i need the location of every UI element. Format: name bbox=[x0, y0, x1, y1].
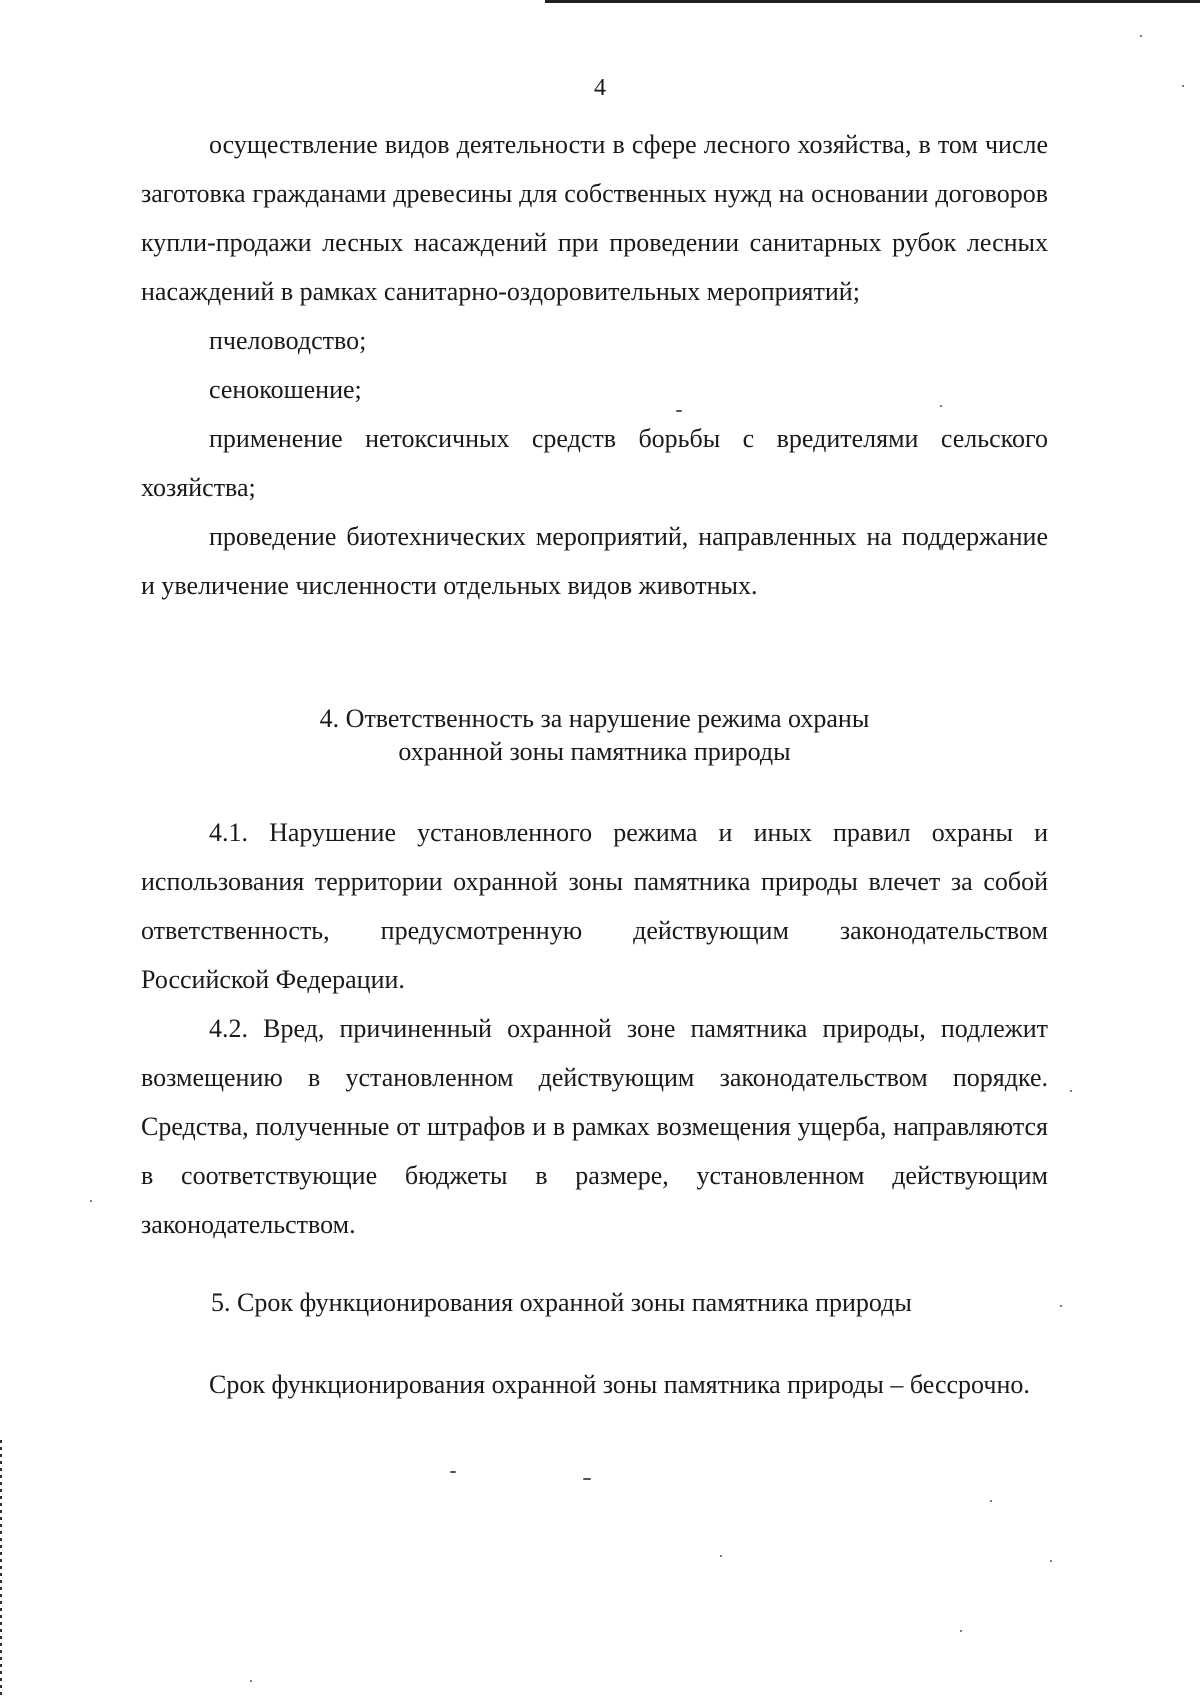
list-item: осуществление видов деятельности в сфере лесного хозяйства, в том числе заготовка гражданами древесины для собственных нужд на основании договоров купли-продажи лесных насаждений при проведении санитарных рубок лесных насаждений в рамках санитарно-оздоровительных мероприятий; bbox=[141, 130, 1048, 306]
scan-speck bbox=[90, 1200, 92, 1202]
scan-speck bbox=[990, 1500, 992, 1502]
list-item: сенокошение; bbox=[209, 375, 362, 404]
list-item: проведение биотехнических мероприятий, направленных на поддержание и увеличение численности отдельных видов животных. bbox=[141, 522, 1048, 600]
list-item: пчеловодство; bbox=[209, 326, 367, 355]
section-4-body bbox=[141, 808, 1048, 1249]
scan-speck bbox=[1060, 1305, 1062, 1307]
scan-speck bbox=[960, 1630, 962, 1632]
page-number: 4 bbox=[594, 75, 606, 101]
section-3-list bbox=[141, 120, 1048, 610]
paragraph: 4.1. Нарушение установленного режима и иных правил охраны и использования территории охранной зоны памятника природы влечет за собой ответственность, предусмотренную действующим законодательством Российской Федерации. bbox=[141, 818, 1048, 994]
scan-speck bbox=[1070, 1090, 1072, 1092]
scan-speck bbox=[583, 1478, 591, 1480]
paragraph: 4.2. Вред, причиненный охранной зоне памятника природы, подлежит возмещению в установленном действующим законодательством порядке. Средства, полученные от штрафов и в рамках возмещения ущерба, направляются в соответствующие бюджеты в размере, установленном действующим законодательством. bbox=[141, 1014, 1048, 1239]
scan-speck bbox=[250, 1680, 252, 1682]
paragraph: Срок функционирования охранной зоны памятника природы – бессрочно. bbox=[209, 1370, 1030, 1399]
section-heading: охранной зоны памятника природы bbox=[398, 737, 791, 766]
section-4-heading bbox=[141, 702, 1048, 768]
top-border-line bbox=[545, 0, 1200, 3]
scan-speck bbox=[720, 1555, 722, 1557]
scan-edge-marks bbox=[0, 1440, 2, 1697]
scan-speck bbox=[1140, 35, 1142, 37]
scan-speck bbox=[1050, 1560, 1052, 1562]
scan-speck bbox=[450, 1471, 456, 1473]
section-heading: 4. Ответственность за нарушение режима охраны bbox=[319, 704, 870, 733]
list-item: применение нетоксичных средств борьбы с вредителями сельского хозяйства; bbox=[141, 424, 1048, 502]
section-5-body bbox=[141, 1360, 1048, 1409]
section-5-heading bbox=[141, 1286, 1048, 1319]
section-heading: 5. Срок функционирования охранной зоны памятника природы bbox=[211, 1288, 912, 1317]
